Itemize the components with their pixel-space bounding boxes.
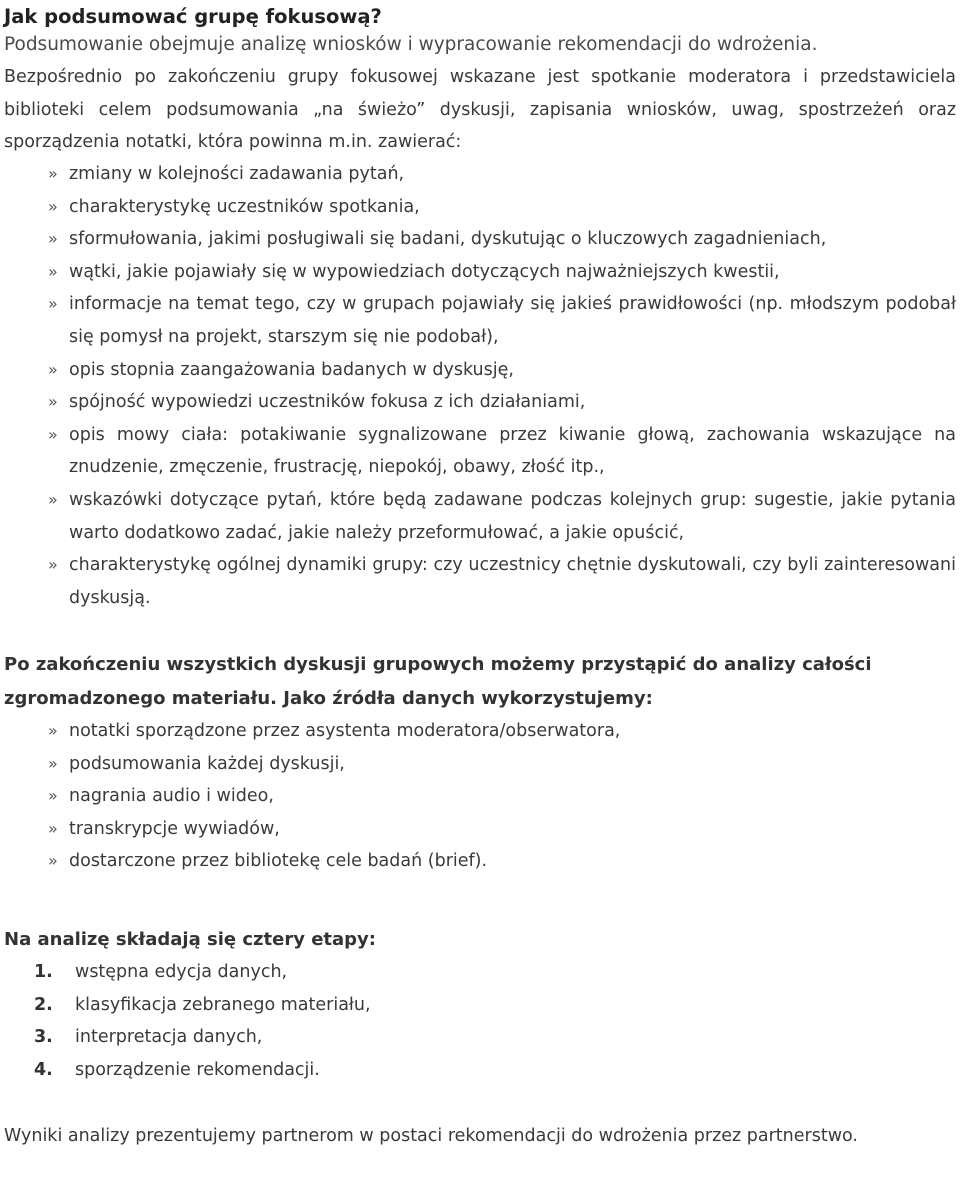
list-item: » wątki, jakie pojawiały się w wypowiedziach dotyczących najważniejszych kwestii, <box>4 256 956 289</box>
list-item: » transkrypcje wywiadów, <box>4 813 956 846</box>
list-item: » sformułowania, jakimi posługiwali się badani, dyskutując o kluczowych zagadnieniach, <box>4 223 956 256</box>
list-item: » opis stopnia zaangażowania badanych w dyskusję, <box>4 354 956 387</box>
list-item: 2. klasyfikacja zebranego materiału, <box>4 989 956 1022</box>
list-item: » charakterystykę uczestników spotkania, <box>4 191 956 224</box>
bullet-icon: » <box>48 786 58 806</box>
bullet-icon: » <box>48 229 58 249</box>
bullet-icon: » <box>48 392 58 412</box>
intro-paragraph: Bezpośrednio po zakończeniu grupy fokusowej wskazane jest spotkanie moderatora i przedstawiciela biblioteki celem podsumowania „na świeżo” dyskusji, zapisania wniosków, uwag, spostrzeżeń oraz sporządzenia notatki, która powinna m.in. zawierać: <box>4 67 956 153</box>
intro-line: Podsumowanie obejmuje analizę wniosków i wypracowanie rekomendacji do wdrożenia. <box>4 34 818 55</box>
note-items-list <box>4 158 956 614</box>
list-item: » nagrania audio i wideo, <box>4 780 956 813</box>
item-number: 3. <box>34 1027 53 1048</box>
bullet-icon: » <box>48 261 58 281</box>
page-heading: Jak podsumować grupę fokusową? <box>4 5 382 28</box>
list-item: » dostarczone przez bibliotekę cele badań (brief). <box>4 845 956 878</box>
list-item: » spójność wypowiedzi uczestników fokusa z ich działaniami, <box>4 386 956 419</box>
stages-list <box>4 956 956 1086</box>
item-number: 2. <box>34 994 53 1015</box>
list-item: 4. sporządzenie rekomendacji. <box>4 1054 956 1087</box>
bullet-icon: » <box>48 818 58 838</box>
list-item: 3. interpretacja danych, <box>4 1021 956 1054</box>
bullet-icon: » <box>48 851 58 871</box>
list-item: » podsumowania każdej dyskusji, <box>4 748 956 781</box>
closing-paragraph: Wyniki analizy prezentujemy partnerom w postaci rekomendacji do wdrożenia przez partnerstwo. <box>4 1126 858 1146</box>
bullet-icon: » <box>48 196 58 216</box>
list-item: » charakterystykę ogólnej dynamiki grupy: czy uczestnicy chętnie dyskutowali, czy byli zainteresowani dyskusją. <box>4 549 956 614</box>
bullet-icon: » <box>48 424 58 444</box>
list-item: » zmiany w kolejności zadawania pytań, <box>4 158 956 191</box>
bullet-icon: » <box>48 294 58 314</box>
bullet-icon: » <box>48 555 58 575</box>
bullet-icon: » <box>48 359 58 379</box>
bullet-icon: » <box>48 721 58 740</box>
item-number: 4. <box>34 1059 53 1080</box>
source-items-list <box>4 715 956 878</box>
list-item: » informacje na temat tego, czy w grupach pojawiały się jakieś prawidłowości (np. młodszym podobał się pomysł na projekt, starszym się nie podobał), <box>4 288 956 353</box>
list-item: » opis mowy ciała: potakiwanie sygnalizowane przez kiwanie głową, zachowania wskazujące na znudzenie, zmęczenie, frustrację, niepokój, obawy, złość itp., <box>4 419 956 484</box>
analysis-paragraph: Po zakończeniu wszystkich dyskusji grupowych możemy przystąpić do analizy całości zgromadzonego materiału. Jako źródła danych wykorzystujemy: <box>4 654 872 709</box>
list-item: 1. wstępna edycja danych, <box>4 956 956 989</box>
bullet-icon: » <box>48 753 58 773</box>
bullet-icon: » <box>48 164 58 183</box>
item-number: 1. <box>34 962 53 982</box>
stages-heading: Na analizę składają się cztery etapy: <box>4 929 376 950</box>
list-item: » wskazówki dotyczące pytań, które będą zadawane podczas kolejnych grup: sugestie, jakie pytania warto dodatkowo zadać, jakie należy przeformułować, a jakie opuścić, <box>4 484 956 549</box>
bullet-icon: » <box>48 489 58 509</box>
list-item: » notatki sporządzone przez asystenta moderatora/obserwatora, <box>4 715 956 748</box>
